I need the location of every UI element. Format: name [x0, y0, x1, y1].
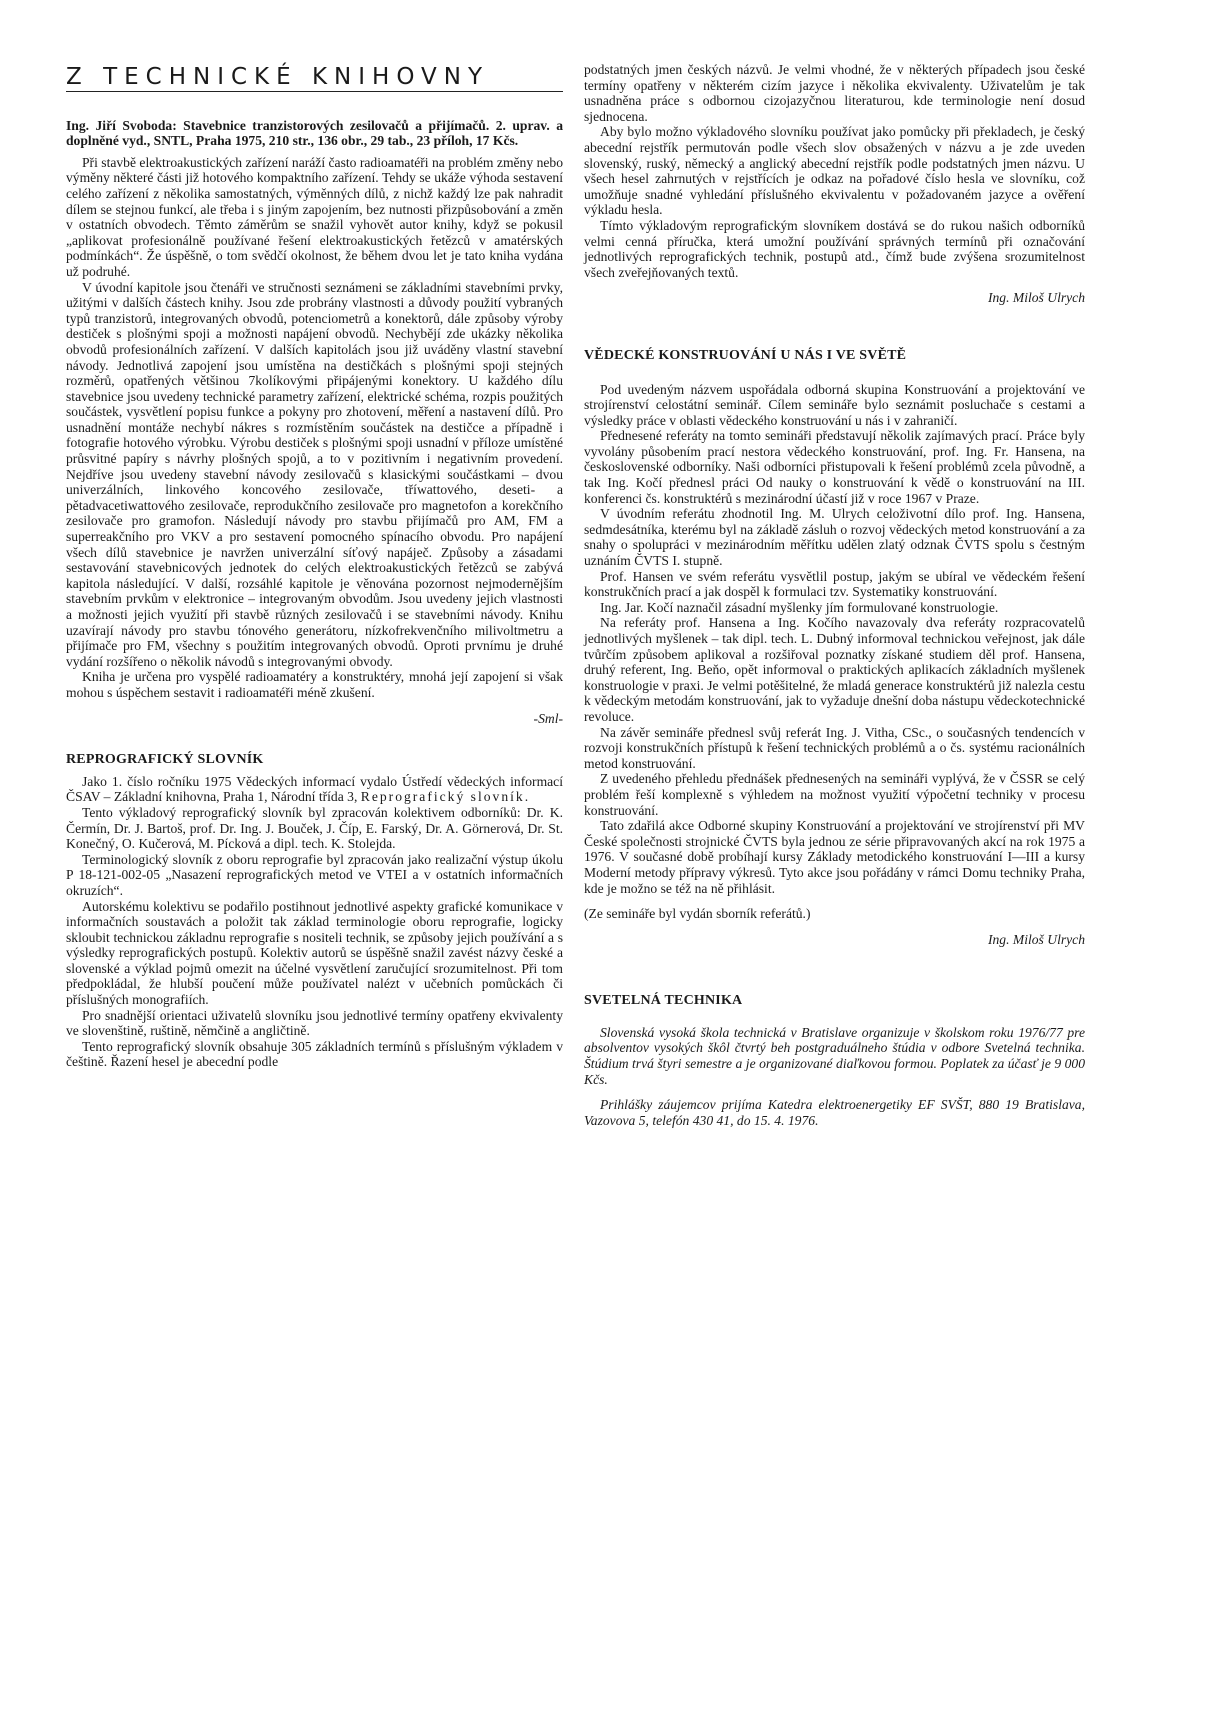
article-paragraph: Autorskému kolektivu se podařilo postihnout jednotlivé aspekty grafické komunikace v informačních soustavách a položit tak základ terminologie oboru reprografie, logicky skloubit technickou základnu reprografie s nositeli technik, se způsoby jejich používání a s výsledky reprografických postupů. Kolektiv autorů se úspěšně snažil zavést názvy české a slovenské a výklad pojmů omezit na účelné vysvětlení zaručující srozumitelnost. Při tom předpokládal, že hlubší poučení může používatel nalézt v učebních pomůckách či příslušných monografiích. [66, 898, 563, 1008]
article-paragraph: Přednesené referáty na tomto semináři představují několik zajímavých prací. Práce byly vyvolány působením prací nestora vědeckého konstruování, prof. Ing. Fr. Hansena, na československé odborníky. Naši odborníci přistupovali k řešení problémů zcela původně, a tak Ing. Kočí přednesl práci Od nauky o konstruování k vědě o konstruování na III. konferenci čs. konstruktérů s mezinárodní účastí již v roce 1967 v Praze. [584, 428, 1085, 506]
article-paragraph: podstatných jmen českých názvů. Je velmi vhodné, že v některých případech jsou české termíny opatřeny v některém cizím jazyce i několika ekvivalenty. Uživatelům je tak usnadněna práce s odbornou cizojazyčnou literaturou, kde terminologie není dosud sjednocena. [584, 62, 1085, 124]
left-column [66, 62, 563, 1070]
article-paragraph: Na závěr semináře přednesl svůj referát Ing. J. Vitha, CSc., o současných tendencích v rozvoji konstrukčních přístupů k řešení technických problémů a o čs. systému racionálních metod konstruování. [584, 724, 1085, 771]
article-paragraph: Pro snadnější orientaci uživatelů slovníku jsou jednotlivé termíny opatřeny ekvivalenty ve slovenštině, ruštině, němčině a angličtině. [66, 1007, 563, 1039]
book-review [66, 118, 563, 727]
article-note: (Ze semináře byl vydán sborník referátů.) [584, 906, 811, 922]
article-signature: Ing. Miloš Ulrych [987, 290, 1085, 306]
announcement-paragraph: Slovenská vysoká škola technická v Bratislave organizuje v školskom roku 1976/77 pre absolventov vysokých škôl čtvrtý beh postgraduálneho štúdia v odbore Svetelná technika. Štúdium trvá štyri semestre a je organizované diaľkovou formou. Poplatek za účasť je 9 000 Kčs. [584, 1024, 1085, 1087]
article-paragraph [66, 774, 563, 805]
article-paragraph: Tímto výkladovým reprografickým slovníkem dostává se do rukou našich odborníků velmi cenná příručka, která umožní používání správných termínů při označování jednotlivých reprografických technik, postupů atd., čímž bude zvýšena srozumitelnost všech zveřejňovaných textů. [584, 217, 1085, 280]
heading-svetelna-technika: SVETELNÁ TECHNIKA [584, 993, 743, 1009]
article-paragraph: Aby bylo možno výkladového slovníku používat jako pomůcky při překladech, je český abecední rejstřík permutován podle všech slov obsažených v názvu a je zde uveden slovenský, ruský, německý a anglický abecední rejstřík podle podstatných jmen názvu. U všech hesel zahrnutých v rejstřících je odkaz na pořadové číslo hesla ve slovníku, což umožňuje snadné vyhledání příslušného ekvivalentu v požadovaném jazyce a ověření výkladu hesla. [584, 124, 1085, 218]
heading-vedecke-konstruovani: VĚDECKÉ KONSTRUOVÁNÍ U NÁS I VE SVĚTĚ [584, 347, 907, 363]
review-paragraph: Kniha je určena pro vyspělé radioamatéry a konstruktéry, mnohá její zapojení si však mohou s úspěchem sestavit i radioamatéři méně zkušení. [66, 669, 563, 700]
article-paragraph: Terminologický slovník z oboru reprografie byl zpracován jako realizační výstup úkolu P 18-121-002-05 „Nasazení reprografických metod ve VTEI a v ostatních informačních okruzích“. [66, 851, 563, 898]
article-paragraph: Prof. Hansen ve svém referátu vysvětlil postup, jakým se ubíral ve vědeckém řešení konstrukčních prací a jak dospěl k formulaci tzv. Systematiky konstruování. [584, 568, 1085, 600]
spaced-title: Reprografický slovník. [360, 789, 531, 805]
review-signature: -Sml- [533, 710, 563, 726]
book-reference: Ing. Jiří Svoboda: Stavebnice tranzistorových zesilovačů a přijímačů. 2. uprav. a doplněné vyd., SNTL, Praha 1975, 210 str., 136 obr., 29 tab., 23 příloh, 17 Kčs. [66, 117, 563, 149]
article-paragraph: Tato zdařilá akce Odborné skupiny Konstruování a projektování ve strojírenství při MV České společnosti strojnické ČVTS byla jednou ze série připravovaných akcí na rok 1975 a 1976. V současné době probíhají kursy Základy metodického konstruování I—III a kursy Moderní metody přípravy výkresů. Tyto akce jsou pořádány v rámci Domu techniky Praha, kde je možno se též na ně přihlásit. [584, 818, 1085, 896]
article-text: Jako 1. číslo ročníku 1975 Vědeckých informací vydalo Ústředí vědeckých informací ČSAV – Základní knihovna, Praha 1, Národní třída 3, [66, 773, 563, 805]
announcement-paragraph: Prihlášky záujemcov prijíma Katedra elektroenergetiky EF SVŠT, 880 19 Bratislava, Vazovova 5, telefón 430 41, do 15. 4. 1976. [584, 1097, 1085, 1128]
article-signature: Ing. Miloš Ulrych [987, 931, 1085, 947]
article-paragraph: Na referáty prof. Hansena a Ing. Kočího navazovaly dva referáty rozpracovatelů jednotlivých myšlenek – tak dipl. tech. L. Dubný informoval technickou veřejnost, jak dále tvůrčím způsobem aplikoval a rozšiřoval poznatky získané studiem děl prof. Hansena, druhý referent, Ing. Beňo, opět informoval o praktických aplikacích základních myšlenek konstruologie v praxi. Je velmi potěšitelné, že mladá generace konstruktérů již nalezla cestu k vědeckým metodám konstruování, jak to vyžaduje dnešní doba nástupu vědeckotechnické revoluce. [584, 615, 1085, 724]
right-column [584, 62, 1085, 1128]
article-paragraph: Ing. Jar. Kočí naznačil zásadní myšlenky jím formulované konstruologie. [600, 599, 999, 615]
section-masthead: Z TECHNICKÉ KNIHOVNY [66, 64, 490, 90]
heading-reprograficky-slovnik: REPROGRAFICKÝ SLOVNÍK [66, 752, 264, 768]
article-paragraph: Z uvedeného přehledu přednášek přednesených na semináři vyplývá, že v ČSSR se celý problém řeší komplexně s výhledem na možnost využití výpočetní techniky v procesu konstruování. [584, 771, 1085, 818]
review-paragraph: Při stavbě elektroakustických zařízení naráží často radioamatéři na problém změny nebo výměny některé části již hotového kompaktního zařízení. Tehdy se ukáže výhoda sestavení celého zařízení z několika samostatných, výměnných dílů, z nichž každý lze pak nahradit dílem se stejnou funkcí, ale třeba i s jiným zapojením, bez nutnosti přizpůsobování a změn v ostatních obvodech. Těmto záměrům se snažil vyhovět autor knihy, když se pokusil „aplikovat profesionálně používané řešení elektroakustických řetězců v amatérských podmínkách“. Že úspěšně, o tom svědčí okolnost, že během dvou let je tato kniha vydána už podruhé. [66, 154, 563, 279]
article-paragraph: Pod uvedeným názvem uspořádala odborná skupina Konstruování a projektování ve strojírenství celostátní seminář. Cílem semináře bylo seznámit posluchače s cestami a výsledky práce v oblasti vědeckého konstruování u nás i v zahraničí. [584, 381, 1085, 428]
announcement [584, 1025, 1085, 1129]
masthead-rule [66, 91, 563, 92]
article-paragraph: Tento reprografický slovník obsahuje 305 základních termínů s příslušným výkladem v češtině. Řazení hesel je abecední podle [66, 1038, 563, 1070]
article-paragraph: V úvodním referátu zhodnotil Ing. M. Ulrych celoživotní dílo prof. Ing. Hansena, sedmdesátníka, kterému byl na základě zásluh o rozvoj vědeckých metod konstruování a za snahy o spolupráci v mezinárodním měřítku udělen zlatý odznak ČVTS spolu s čestným uznáním ČVTS I. stupně. [584, 506, 1085, 569]
article-paragraph: Tento výkladový reprografický slovník byl zpracován kolektivem odborníků: Dr. K. Čermín, Dr. J. Bartoš, prof. Dr. Ing. J. Bouček, J. Číp, E. Farský, Dr. A. Görnerová, Dr. St. Konečný, O. Kučerová, M. Pícková a dipl. tech. K. Stolejda. [66, 804, 563, 852]
review-paragraph: V úvodní kapitole jsou čtenáři ve stručnosti seznámeni se základními stavebními prvky, užitými v dalších částech knihy. Jsou zde probrány vlastnosti a důvody použití vybraných typů tranzistorů, integrovaných obvodů, potenciometrů a konektorů, dále způsoby výroby destiček s plošnými spoji a možnosti napájení obvodů. Nechybějí zde ukázky několika obvodů profesionálních zařízení. V dalších kapitolách jsou již uváděny vlastní stavební návody. Jednotlivá zapojení jsou umístěna na destičkách s plošnými spoji stejných rozměrů, opatřených většinou 7kolíkovými připájenými konektory. U každého dílu stavebnice jsou uvedeny technické parametry zařízení, elektrické schéma, rozpis použitých součástek, vysvětlení popisu funkce a pokyny pro zhotovení, měření a nastavení dílů. Pro usnadnění montáže nechybí nákres s rozmístěním součástek na destičce a případně i fotografie hotového výrobku. Výrobu destiček s plošnými spoji usnadní v příloze umístěné průsvitné papíry s návrhy plošných spojů, a to v pozitivním i negativním provedení. Nejdříve jsou uvedeny stavební návody zesilovačů s klasickými součástkami – dvou univerzálních, linkového koncového zesilovače, tříwattového, deseti- a pětadvacetiwattového zesilovače, reprodukčního zesilovače pro magnetofon a korekčního zesilovače pro gramofon. Následují návody pro stavbu přijímačů pro AM, FM a superreakčního pro VKV a pro sestavení pomocného spínacího obvodu. Pro napájení všech dílů stavebnice je navržen univerzální síťový napáječ. Způsoby a zásadami sestavování stavebnicových jednotek do celých elektroakustických řetězců se zabývá kapitola následující. V další, rozsáhlé kapitole je věnována pozornost nejmodernějším stavebním prvkům v elektronice – integrovaným obvodům. Jsou uvedeny jejich vlastnosti a možnosti jejich využití při stavbě různých zesilovačů i se stavebními návody. Knihu uzavírají návody pro stavbu tónového generátoru, nízkofrekvenčního milivoltmetru a přijímače pro FM, všechny s použitím integrovaných obvodů. Oproti prvnímu je druhé vydání rozšířeno o několik návodů s integrovanými obvody. [66, 279, 563, 669]
